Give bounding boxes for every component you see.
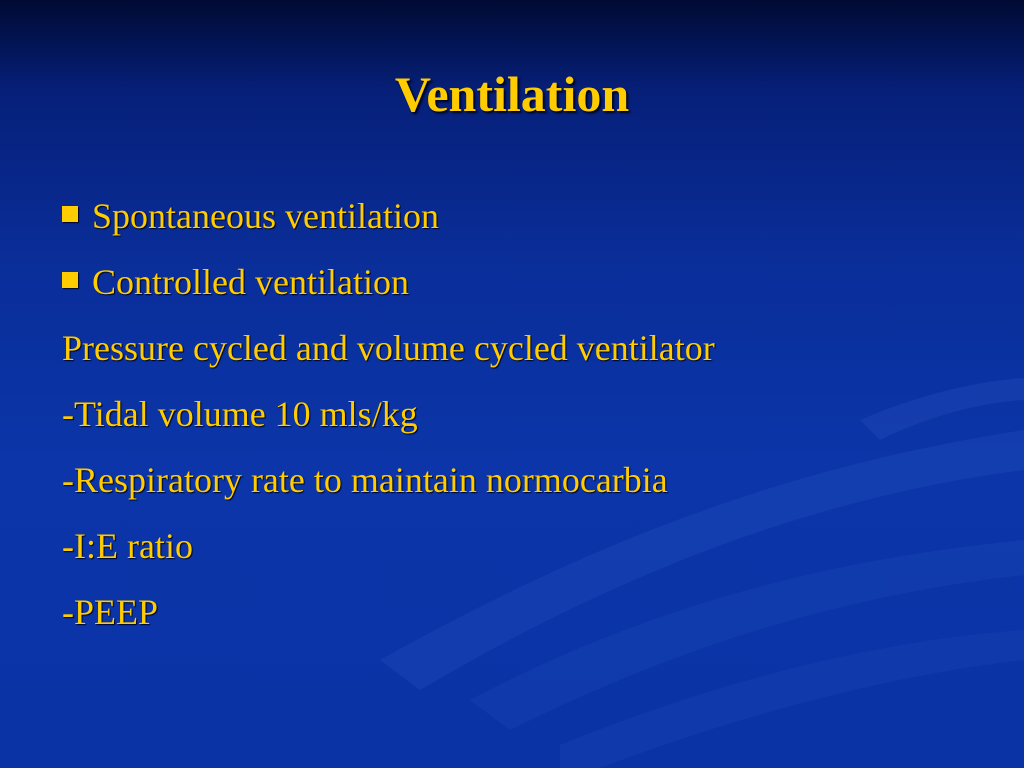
slide-content xyxy=(62,183,962,645)
bullet-text: Controlled ventilation xyxy=(92,262,409,302)
bullet-item xyxy=(62,183,962,249)
text-line: -I:E ratio xyxy=(62,526,193,566)
text-line: -Respiratory rate to maintain normocarbia xyxy=(62,460,668,500)
square-bullet-icon xyxy=(62,206,78,222)
slide-title: Ventilation xyxy=(394,66,630,122)
bullet-text: Spontaneous ventilation xyxy=(92,196,439,236)
text-line: -PEEP xyxy=(62,592,159,632)
text-line: -Tidal volume 10 mls/kg xyxy=(62,394,418,434)
text-line: Pressure cycled and volume cycled ventilator xyxy=(62,328,715,368)
square-bullet-icon xyxy=(62,272,78,288)
bullet-item xyxy=(62,249,962,315)
